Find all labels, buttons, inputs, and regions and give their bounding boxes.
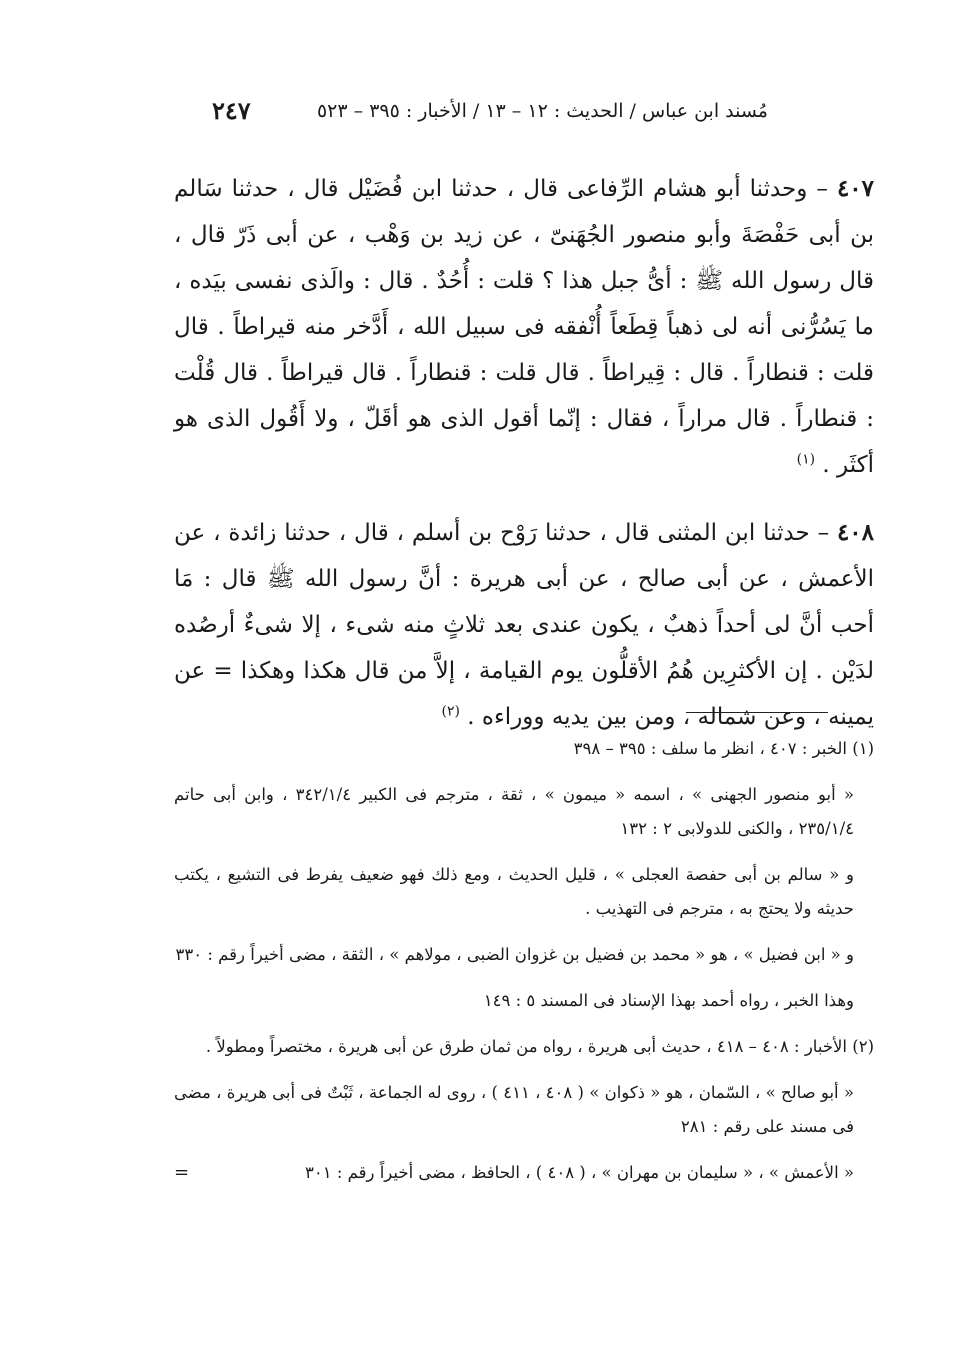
main-text <box>174 166 874 762</box>
hadith-408 <box>174 510 874 740</box>
footnote-note: وهذا الخبر ، رواه أحمد بهذا الإسناد فى المسند ٥ : ١٤٩ <box>483 991 854 1010</box>
header-title: مُسند ابن عباس / الحديث : ١٢ – ١٣ / الأخبار : ٣٩٥ – ٥٢٣ <box>316 100 768 122</box>
footnote-2: (٢) الأخبار : ٤٠٨ – ٤١٨ ، حديث أبى هريرة ، رواه من ثمان طرق عن أبى هريرة ، مختصراً ومطولاً . <box>205 1037 874 1056</box>
hadith-407 <box>174 166 874 488</box>
footnote-1: (١) الخبر : ٤٠٧ ، انظر ما سلف : ٣٩٥ – ٣٩٨ <box>573 739 874 758</box>
footnote-ref: (٢) <box>441 703 460 720</box>
running-header <box>212 96 768 134</box>
continuation-mark: = <box>174 1162 190 1183</box>
footnote-note: « أبو منصور الجهنى » ، اسمه « ميمون » ، ثقة ، مترجم فى الكبير ٣٤٢/١/٤ ، وابن أبى حاتم ٢٣٥/١/٤ ، والكنى للدولابى ٢ : ١٣٢ <box>174 785 855 838</box>
footnote-note: « أبو صالح » ، السّمان ، هو « ذكوان » ( ٤٠٨ ، ٤١١ ) ، روى له الجماعة ، ثَبْتٌ فى أبى هريرة ، مضى فى مسند على رقم : ٢٨١ <box>174 1083 854 1136</box>
hadith-number: ٤٠٧ <box>836 175 874 202</box>
hadith-text: – حدثنا ابن المثنى قال ، حدثنا رَوْح بن أسلم ، قال ، حدثنا زائدة ، عن الأعمش ، عن أبى صالح ، عن أبى هريرة : أنَّ رسول الله ﷺ قال : مَا أحب أنَّ لى أحداً ذهبٌ ، يكون عندى بعد ثلاثٍ منه شىء ، إلا شىءٌ أرصُده لدَيْن . إن الأكثرِين هُمُ الأقلُّون يوم القيامة ، إلاَّ من قال هكذا وهكذا = عن يمينه ، وعن شماله ، ومن بين يديه ووراءه . <box>174 520 874 730</box>
footnote-note: « الأعمش » ، « سليمان بن مهران » ، ( ٤٠٨ ) ، الحافظ ، مضى أخيراً رقم : ٣٠١ <box>304 1163 854 1182</box>
hadith-text: – وحدثنا أبو هشام الرِّفاعى قال ، حدثنا ابن فُضَيْل قال ، حدثنا سَالم بن أبى حَفْصَةَ وأبو منصور الجُهَنىّ ، عن زيد بن وَهْب ، عن أبى ذَرّ قال ، قال رسول الله ﷺ : أىُّ جبل هذا ؟ قلت : أُحُدٌ . قال : والَذى نفسى بيَده ، ما يَسُرُّنى أنه لى ذهباً قِطَعاً أُنْفقه فى سبيل الله ، أَدَّخر منه قيراطاً . قال قلت : قنطاراً . قال : قِيراطاً . قال قلت : قنطاراً . قال قيراطاً . قال قُلْت : قنطاراً . قال مراراً ، فقال : إنّما أقول الذى هو أقَلّ ، ولا أَقُول الذى هو أكثَر . <box>174 176 874 478</box>
footnotes <box>174 732 874 1190</box>
footnote-ref: (١) <box>796 451 816 468</box>
footnote-note: و « سالم بن أبى حفصة العجلى » ، قليل الحديث ، ومع ذلك فهو ضعيف يفرط فى التشيع ، يكتب حديثه ولا يحتج به ، مترجم فى التهذيب . <box>174 865 854 918</box>
footnote-separator <box>686 712 828 713</box>
footnote-last-line <box>174 1156 874 1190</box>
hadith-number: ٤٠٨ <box>836 519 874 546</box>
page-number: ٢٤٧ <box>212 96 251 125</box>
footnote-note: و « ابن فضيل » ، هو « محمد بن فضيل بن غزوان الضبى ، مولاهم » ، الثقة ، مضى أخيراً رقم : ٣٣٠ <box>175 945 854 964</box>
